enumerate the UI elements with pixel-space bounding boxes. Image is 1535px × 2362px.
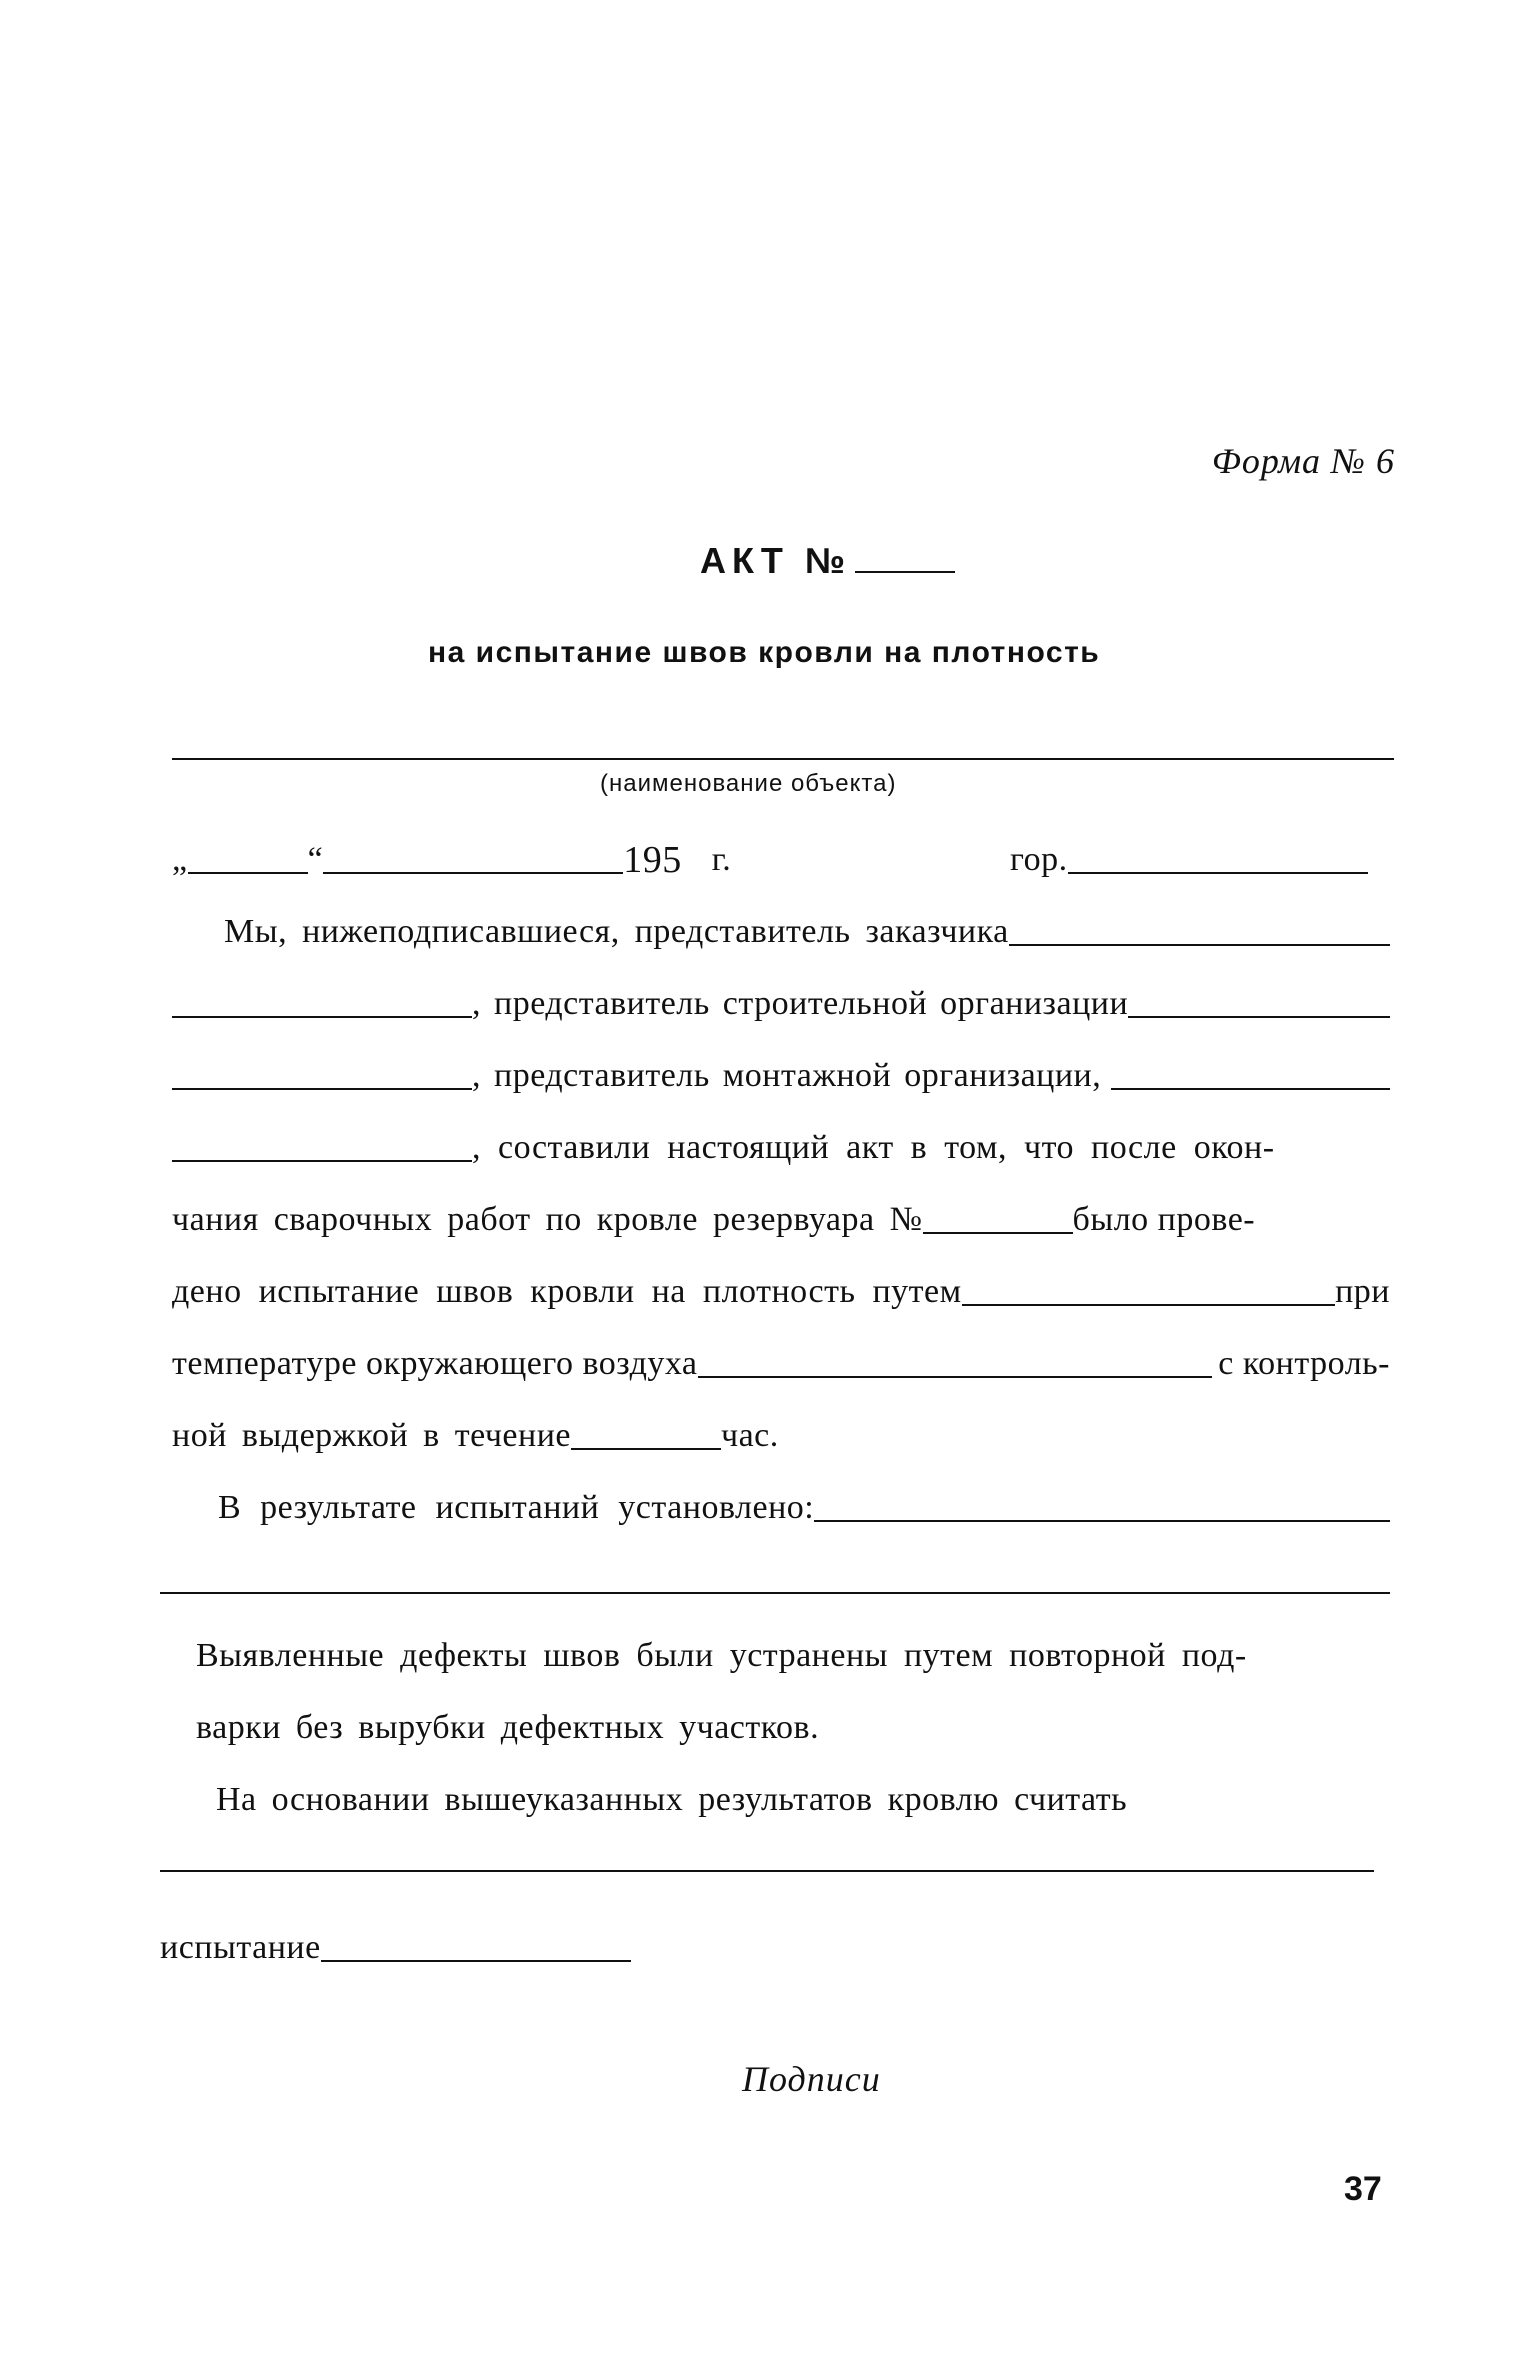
city-field[interactable] — [1068, 872, 1368, 874]
result-line — [218, 1488, 1390, 1528]
body-line-6 — [172, 1272, 1390, 1312]
year-suffix: г. — [711, 841, 732, 878]
defects-line-1: Выявленные дефекты швов были устранены путем повторной под- — [196, 1637, 1247, 1674]
customer-rep-field-cont[interactable] — [172, 1016, 472, 1018]
body-line-2 — [172, 984, 1390, 1024]
object-name-caption: (наименование объекта) — [600, 770, 897, 797]
line5-text-a: чания сварочных работ по кровле резервуара № — [172, 1201, 923, 1238]
installation-rep-field-cont[interactable] — [172, 1160, 472, 1162]
basis-line: На основании вышеуказанных результатов кровлю считать — [216, 1781, 1128, 1818]
body-line-7 — [172, 1344, 1390, 1384]
body-line-3 — [172, 1056, 1390, 1096]
line1-text: Мы, нижеподписавшиеся, представитель заказчика — [224, 913, 1009, 950]
quote-close: “ — [307, 841, 324, 878]
construction-rep-field-cont[interactable] — [172, 1088, 472, 1090]
test-line — [160, 1928, 631, 1968]
city-label: гор. — [1010, 841, 1068, 878]
result-field-cont[interactable] — [160, 1592, 1390, 1594]
tank-number-field[interactable] — [923, 1232, 1073, 1234]
signatures-heading: Подписи — [742, 2059, 881, 2099]
act-title-text: АКТ № — [700, 540, 851, 581]
installation-rep-field[interactable] — [1111, 1088, 1390, 1090]
act-title — [700, 540, 955, 582]
result-text: В результате испытаний установлено: — [218, 1489, 815, 1526]
line6-text-a: дено испытание швов кровли на плотность путем — [172, 1273, 962, 1310]
line7-text-b: с контроль- — [1218, 1345, 1390, 1382]
act-number-field[interactable] — [855, 571, 955, 573]
holding-time-field[interactable] — [571, 1448, 721, 1450]
page-number: 37 — [1344, 2170, 1382, 2208]
year-prefix: 195 — [623, 839, 682, 881]
month-field[interactable] — [323, 872, 623, 874]
line4-text: , составили настоящий акт в том, что после окон- — [472, 1129, 1275, 1166]
line8-text-b: час. — [720, 1417, 779, 1454]
test-method-field[interactable] — [962, 1304, 1335, 1306]
body-line-1 — [224, 912, 1390, 952]
line8-text-a: ной выдержкой в течение — [172, 1417, 571, 1454]
body-line-5 — [172, 1200, 1390, 1240]
line6-text-b: при — [1335, 1273, 1390, 1310]
line7-text-a: температуре окружающего воздуха — [172, 1345, 698, 1382]
construction-rep-field[interactable] — [1128, 1016, 1390, 1018]
result-field[interactable] — [814, 1520, 1390, 1522]
line2-text: , представитель строительной организации — [472, 985, 1129, 1022]
day-field[interactable] — [188, 872, 308, 874]
body-line-8 — [172, 1416, 779, 1456]
body-line-4 — [172, 1128, 1390, 1168]
date-line — [172, 840, 731, 880]
city-line — [1010, 840, 1368, 880]
quote-open: „ — [172, 841, 188, 878]
line3-text: , представитель монтажной организации, — [472, 1057, 1102, 1094]
customer-rep-field[interactable] — [1009, 944, 1390, 946]
form-label: Форма № 6 — [1211, 441, 1395, 481]
test-result-field[interactable] — [321, 1960, 631, 1962]
test-text: испытание — [160, 1929, 321, 1966]
roof-status-field[interactable] — [160, 1870, 1374, 1872]
object-name-field[interactable] — [172, 758, 1394, 760]
line5-text-b: было прове- — [1072, 1201, 1256, 1238]
air-temperature-field[interactable] — [698, 1376, 1213, 1378]
act-subtitle: на испытание швов кровли на плотность — [428, 636, 1101, 669]
defects-line-2: варки без вырубки дефектных участков. — [196, 1709, 820, 1746]
